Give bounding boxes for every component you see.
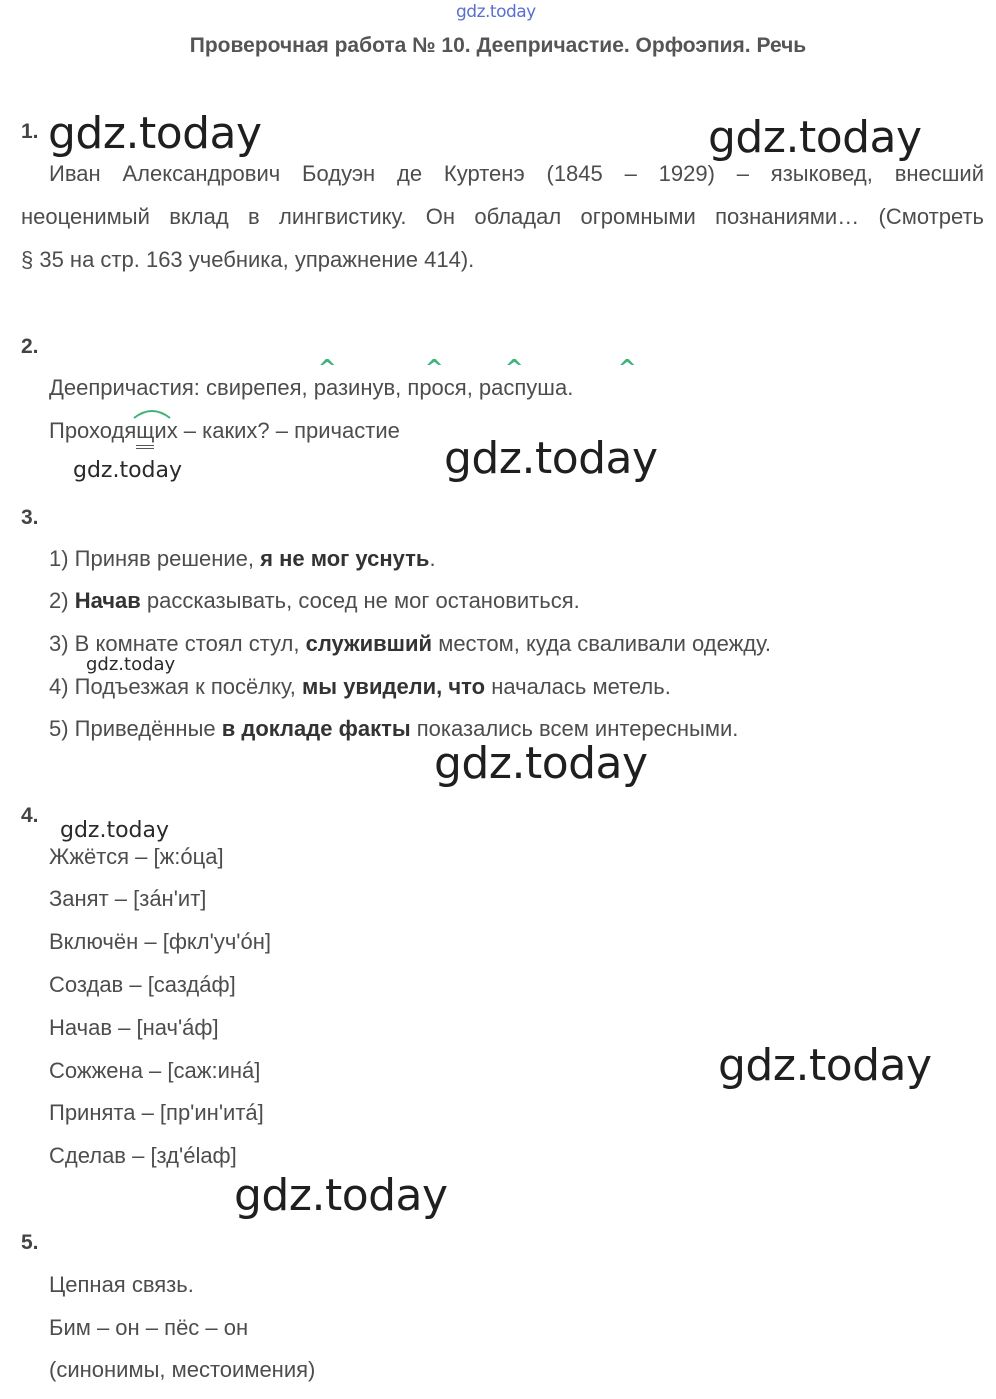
suffix-mark-icon: ^ [425, 356, 444, 381]
task-2-prefix: Проходя [49, 418, 137, 443]
task-2-suffix: их – каких? – причастие [154, 418, 400, 443]
task-2-line-1: Деепричастия: свирепея, разинув, прося, распуша. [49, 375, 574, 400]
item-text: 2) [49, 588, 75, 613]
page-title: Проверочная работа № 10. Деепричастие. Орфоэпия. Речь [189, 34, 807, 57]
task-3-item [49, 548, 436, 570]
item-text: 1) Приняв решение, [49, 546, 261, 571]
item-bold: Начав [74, 588, 141, 613]
task-3-item [49, 676, 671, 698]
item-text: 4) Подъезжая к посёлку, [49, 674, 303, 699]
task-4-item: Сожжена – [саж:инá] [49, 1058, 261, 1083]
watermark: gdz.today [444, 433, 658, 484]
watermark: gdz.today [708, 112, 922, 163]
task-4-item: Создав – [саздáф] [49, 972, 236, 997]
watermark: gdz.today [86, 654, 176, 675]
item-text: 5) Приведённые [49, 716, 222, 741]
watermark: gdz.today [48, 108, 262, 159]
item-text: началась метель. [485, 674, 671, 699]
task-5-line-3: (синонимы, местоимения) [49, 1357, 316, 1382]
item-bold: я не мог уснуть [260, 546, 430, 571]
watermark: gdz.today [718, 1040, 932, 1091]
task-3-number: 3. [21, 506, 39, 529]
task-5-line-1: Цепная связь. [49, 1272, 194, 1297]
task-4-item: Сделав – [зд'élaф] [49, 1143, 237, 1168]
task-5-number: 5. [21, 1231, 39, 1254]
suffix-mark-icon: ^ [318, 356, 337, 381]
task-2-line-2 [49, 420, 400, 442]
top-watermark: gdz.today [456, 2, 536, 22]
suffix-mark-icon: ^ [618, 356, 637, 381]
task-3-item [49, 590, 580, 612]
task-5-line-2: Бим – он – пёс – он [49, 1315, 249, 1340]
item-text: . [429, 546, 436, 571]
watermark: gdz.today [60, 818, 170, 843]
task-1-line-1: Иван Александрович Бодуэн де Куртенэ (1845 – 1929) – языковед, внесший [49, 161, 984, 186]
watermark: gdz.today [434, 738, 648, 789]
task-4-item: Принята – [пр'ин'итá] [49, 1100, 264, 1125]
task-1-number: 1. [21, 120, 39, 143]
task-3-item [49, 633, 771, 655]
task-2-underlined: щ [136, 418, 155, 443]
task-3-item [49, 718, 738, 740]
watermark: gdz.today [73, 458, 183, 483]
task-2-number: 2. [21, 335, 39, 358]
task-4-item: Занят – [зáн'ит] [49, 886, 207, 911]
item-text: 3) В комнате стоял стул, [49, 631, 306, 656]
item-text: показались всем интересными. [410, 716, 739, 741]
task-4-item: Включён – [фкл'уч'óн] [49, 929, 271, 954]
task-1-line-2: неоценимый вклад в лингвистику. Он обладал огромными познаниями… (Смотреть [21, 204, 984, 229]
item-bold: мы увидели, что [302, 674, 486, 699]
item-text: местом, куда сваливали одежду. [432, 631, 772, 656]
item-text: рассказывать, сосед не мог остановиться. [140, 588, 580, 613]
task-4-item: Жжётся – [ж:óца] [49, 844, 224, 869]
item-bold: в докладе факты [221, 716, 411, 741]
task-4-item: Начав – [нач'áф] [49, 1015, 219, 1040]
item-bold: служивший [305, 631, 433, 656]
suffix-mark-icon: ^ [505, 356, 524, 381]
task-4-number: 4. [21, 804, 39, 827]
task-1-line-3: § 35 на стр. 163 учебника, упражнение 414). [21, 247, 475, 272]
watermark: gdz.today [234, 1170, 448, 1221]
